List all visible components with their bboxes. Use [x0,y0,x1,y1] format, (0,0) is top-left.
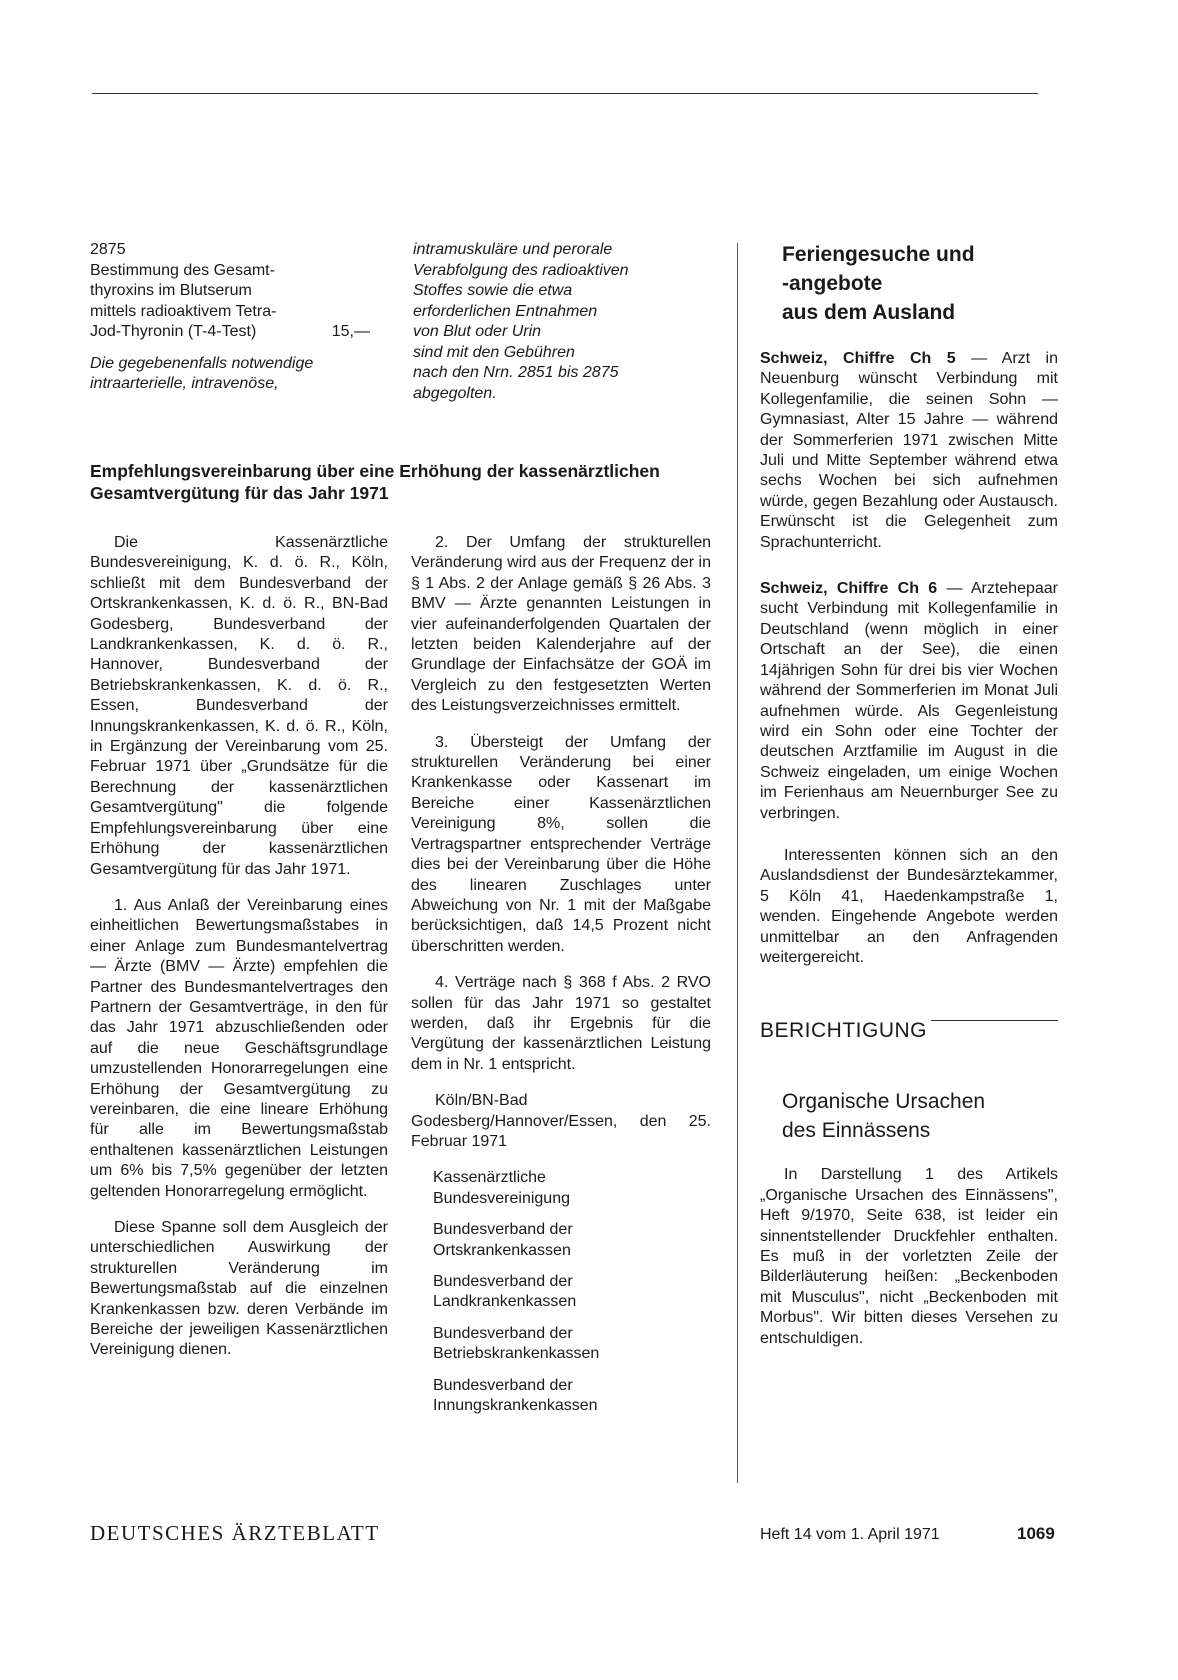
fee-note-line: intraarterielle, intravenöse, [90,375,279,392]
fee-desc-line: Bestimmung des Gesamt- [90,261,275,279]
signatory-line: Ortskrankenkassen [433,1241,571,1259]
fee-desc-line: thyroxins im Blutserum [90,282,252,299]
fee-item [90,240,370,395]
page-number: 1069 [1017,1524,1055,1543]
ad-label: Schweiz, Chiffre Ch 6 [760,580,938,598]
column-divider [737,243,738,1483]
correction-title-line: des Einnässens [782,1119,931,1143]
sidebar-heading [782,240,1058,327]
fee-note-line: abgegolten. [413,384,497,402]
place-and-date: Köln/BN-Bad Godesberg/Hannover/Essen, den 25. Februar 1971 [411,1092,711,1150]
fee-note [90,354,370,395]
sidebar-heading-line: Feriengesuche und [782,243,975,266]
fee-note-line: sind mit den Gebühren [413,343,575,361]
signatory-line: Kassenärztliche [433,1169,546,1187]
article-point-1: 1. Aus Anlaß der Vereinbarung eines einheitlichen Bewertungsmaßstabes in einer Anlage zum Bundesmantelvertrag — Ärzte (BMV — Ärzte) empfehlen die Partner des Bundesmantelvertrages den Partnern der Gesamtverträge, in den für das Jahr 1971 abzuschließenden oder auf die neue Geschäftsgrundlage umzustellenden Honorarregelungen eine Erhöhung der Gesamtvergütung zu vereinbaren, die eine lineare Erhöhung für alle im Bewertungsmaßstab enthaltenen kassenärztlichen Leistungen um 6% bis 7,5% gegenüber der letzten geltenden Honorarregelung ermöglicht. [90,896,388,1200]
signatory-line: Bundesverband der [433,1324,573,1342]
article-point-4: 4. Verträge nach § 368 f Abs. 2 RVO sollen für das Jahr 1971 so gestaltet werden, daß ihr Ergebnis für die Vergütung der kassenärztlichen Leistung dem in Nr. 1 entspricht. [411,974,711,1073]
correction-label: BERICHTIGUNG [760,1018,928,1042]
correction-text: In Darstellung 1 des Artikels „Organische Ursachen des Einnässens", Heft 9/1970, Seite 638, ist leider ein sinnentstellender Druckfehler enthalten. Es muß in der vorletzten Zeile der Bilderläuterung heißen: „Beckenboden mit Musculus", nicht „Beckenboden mit Morbus". Wir bitten dieses Versehen zu entschuldigen. [760,1166,1058,1347]
issue-info: Heft 14 vom 1. April 1971 [760,1526,940,1543]
article-point-3: 3. Übersteigt der Umfang der strukturellen Veränderung bei einer Krankenkasse oder Kassenart im Bereiche einer Kassenärztlichen Vereinigung 8%, sollen die Vertragspartner entsprechender Verträge dies bei der Vereinbarung über die Höhe des linearen Zuschlages unter Abweichung von Nr. 1 mit der Maßgabe berücksichtigen, daß 14,5 Prozent nicht überschritten werden. [411,733,711,955]
fee-note-line: intramuskuläre und perorale [413,241,613,258]
signatory-line: Innungskrankenkassen [433,1397,598,1415]
fee-amount: 15,— [331,323,370,340]
fee-number: 2875 [90,241,126,258]
fee-note-line: Die gegebenenfalls notwendige [90,354,314,372]
classified-ad-ch5 [760,349,1058,553]
signatory [433,1272,711,1313]
correction-section-header [760,1020,1058,1041]
signatory-line: Bundesverband der [433,1273,573,1290]
fee-note-line: Stoffes sowie die etwa [413,282,573,299]
signatory-line: Bundesverband der [433,1376,573,1394]
article-intro: Die Kassenärztliche Bundesvereinigung, K. d. ö. R., Köln, schließt mit dem Bundesverband der Ortskrankenkassen, K. d. ö. R., BN-Bad Godesberg, Bundesverband der Landkrankenkassen, K. d. ö. R., Hannover, Bundesverband der Betriebskrankenkassen, K. d. ö. R., Essen, Bundesverband der Innungskrankenkassen, K. d. ö. R., Köln, in Ergänzung der Vereinbarung vom 25. Februar 1971 über „Grundsätze für die Berechnung der kassenärztlichen Gesamtvergütung" die folgende Empfehlungsvereinbarung über eine Erhöhung der kassenärztlichen Gesamtvergütung für das Jahr 1971. [90,534,388,878]
signatory-line: Bundesverband der [433,1221,573,1239]
correction-title-line: Organische Ursachen [782,1090,986,1114]
sidebar [760,240,1058,1349]
fee-desc-line: mittels radioaktivem Tetra- [90,302,277,320]
fee-last-row [90,322,370,343]
headline-line: Empfehlungsvereinbarung über eine Erhöhung der kassenärztlichen [90,461,660,481]
sidebar-heading-line: aus dem Ausland [782,301,956,324]
top-rule [92,93,1038,94]
article-point-2: 2. Der Umfang der strukturellen Veränderung wird aus der Frequenz der in § 1 Abs. 2 der Anlage gemäß § 26 Abs. 3 BMV — Ärzte genannten Leistungen in vier aufeinanderfolgenden Quartalen der letzten beiden Kalenderjahre auf der Grundlage der Einfachsätze der GOÄ im Vergleich zu den festgesetzten Werten des Leistungsverzeichnisses ermittelt. [411,534,711,715]
article-span-paragraph: Diese Spanne soll dem Ausgleich der unterschiedlichen Auswirkung der strukturellen Veränderung im Bewertungsmaßstab auf die einzelnen Krankenkassen bzw. deren Verbände im Bereiche der jeweiligen Kassenärztlichen Vereinigung dienen. [90,1219,388,1359]
fee-note-line: erforderlichen Entnahmen [413,302,598,320]
fee-desc-line: Jod-Thyronin (T-4-Test) [90,323,257,340]
contact-paragraph: Interessenten können sich an den Auslandsdienst der Bundesärztekammer, 5 Köln 41, Haedenkampstraße 1, wenden. Eingehende Angebote werden unmittelbar an den Anfragenden weitergereicht. [760,846,1058,966]
correction-rule [931,1020,1058,1021]
signatory-line: Betriebskrankenkassen [433,1345,600,1363]
fee-note-line: Verabfolgung des radioaktiven [413,261,629,279]
ad-text: — Arzt in Neuenburg wünscht Verbindung mit Kollegenfamilie, die seinen Sohn — Gymnasiast, Alter 15 Jahre — während der Sommerferien 1971 zwischen Mitte Juli und Mitte September während etwa sechs Wochen bei sich aufnehmen würde, gegen Bezahlung oder Austausch. Erwünscht ist die Gelegenheit zum Sprachunterricht. [760,350,1058,551]
signatory [433,1324,711,1365]
signatory [433,1220,711,1261]
signatory-line: Landkrankenkassen [433,1293,577,1311]
signatory-line: Bundesvereinigung [433,1189,570,1207]
journal-name: DEUTSCHES ÄRZTEBLATT [90,1521,380,1545]
article-column-2 [411,533,711,1427]
sidebar-heading-line: -angebote [782,272,883,295]
signatories [411,1168,711,1416]
fee-note-continued [413,240,703,404]
signatory [433,1376,711,1417]
ad-label: Schweiz, Chiffre Ch 5 [760,350,956,367]
article-headline [90,460,730,504]
fee-note-line: von Blut oder Urin [413,323,542,340]
headline-line: Gesamtvergütung für das Jahr 1971 [90,483,389,503]
signatory [433,1168,711,1209]
classified-ad-ch6 [760,579,1058,824]
article-column-1 [90,533,388,1377]
correction-title [782,1087,1058,1145]
fee-note-line: nach den Nrn. 2851 bis 2875 [413,364,619,381]
ad-text: — Arztehepaar sucht Verbindung mit Kollegenfamilie in Deutschland (wenn möglich in einer Ortschaft an der See), die einen 14jährigen Sohn für drei bis vier Wochen während der Sommerferien im Monat Juli aufnehmen würde. Als Gegenleistung wird ein Sohn oder eine Tochter der deutschen Arztfamilie im August in die Schweiz eingeladen, um einige Wochen im Ferienhaus am Neuernburger See zu verbringen. [760,580,1058,822]
